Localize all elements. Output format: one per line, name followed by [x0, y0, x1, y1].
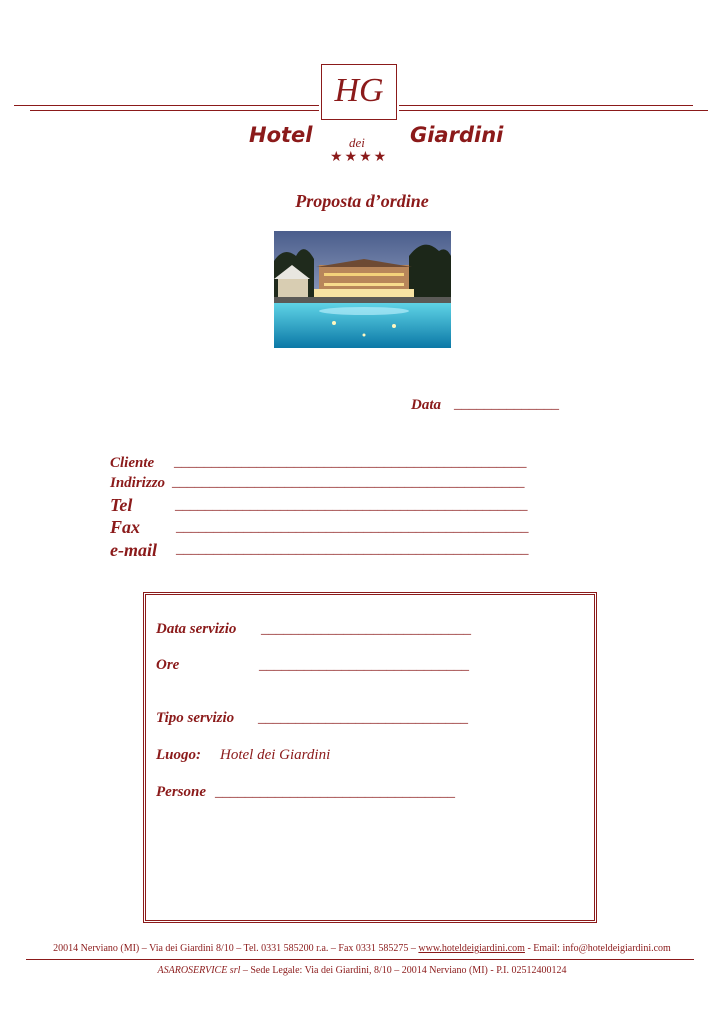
service-date-input[interactable]: ____________________________: [261, 621, 471, 637]
logo-monogram: HG: [334, 72, 384, 109]
date-input[interactable]: ______________: [454, 396, 559, 412]
people-label: Persone: [156, 784, 206, 800]
email-input[interactable]: _______________________________________________: [176, 541, 529, 557]
address-input[interactable]: _______________________________________________: [172, 474, 525, 490]
place-label: Luogo:: [156, 747, 201, 763]
brand-word-right: Giardini: [410, 123, 504, 147]
page-title: Proposta d’ordine: [295, 191, 429, 211]
people-input[interactable]: ________________________________: [215, 784, 455, 800]
logo-box: [321, 64, 397, 120]
fax-label: Fax: [110, 517, 141, 537]
date-label: Data: [411, 397, 441, 413]
hotel-pool-photo: [274, 231, 451, 348]
fax-input[interactable]: _______________________________________________: [176, 519, 529, 535]
tel-input[interactable]: _______________________________________________: [175, 497, 528, 513]
client-label: Cliente: [110, 455, 155, 471]
header-rule-right-top: [399, 105, 693, 106]
brand-word-left: Hotel: [249, 123, 313, 147]
service-details-box: [143, 592, 597, 923]
place-value: Hotel dei Giardini: [220, 747, 331, 763]
client-input[interactable]: _______________________________________________: [174, 454, 527, 470]
header-rule-left-bottom: [30, 110, 319, 111]
header-rule-left-top: [14, 105, 319, 106]
service-time-input[interactable]: ____________________________: [259, 657, 469, 673]
footer-website-link[interactable]: www.hoteldeigiardini.com: [418, 943, 525, 954]
brand-word-mid: dei: [349, 135, 365, 150]
address-label: Indirizzo: [110, 475, 166, 491]
service-type-label: Tipo servizio: [156, 710, 235, 726]
footer-address: 20014 Nerviano (MI) – Via dei Giardini 8/10 – Tel. 0331 585200 r.a. – Fax 0331 585275 –: [53, 943, 419, 954]
footer-rule: [26, 959, 694, 960]
service-time-label: Ore: [156, 657, 180, 673]
footer-email: - Email: info@hoteldeigiardini.com: [524, 943, 671, 954]
hotel-pool-photo-icon: [274, 231, 451, 348]
footer-legal: – Sede Legale: Via dei Giardini, 8/10 – 20014 Nerviano (MI) - P.I. 02512400124: [240, 965, 567, 976]
footer-legal-line: [0, 965, 724, 976]
header-rule-right-bottom: [399, 110, 708, 111]
tel-label: Tel: [110, 495, 133, 515]
service-date-label: Data servizio: [156, 621, 237, 637]
service-type-input[interactable]: ____________________________: [258, 710, 468, 726]
footer-contact-line: [0, 943, 724, 954]
star-rating: ★★★★: [330, 150, 389, 165]
email-label: e-mail: [110, 540, 157, 560]
footer-company: ASAROSERVICE srl: [157, 965, 241, 976]
